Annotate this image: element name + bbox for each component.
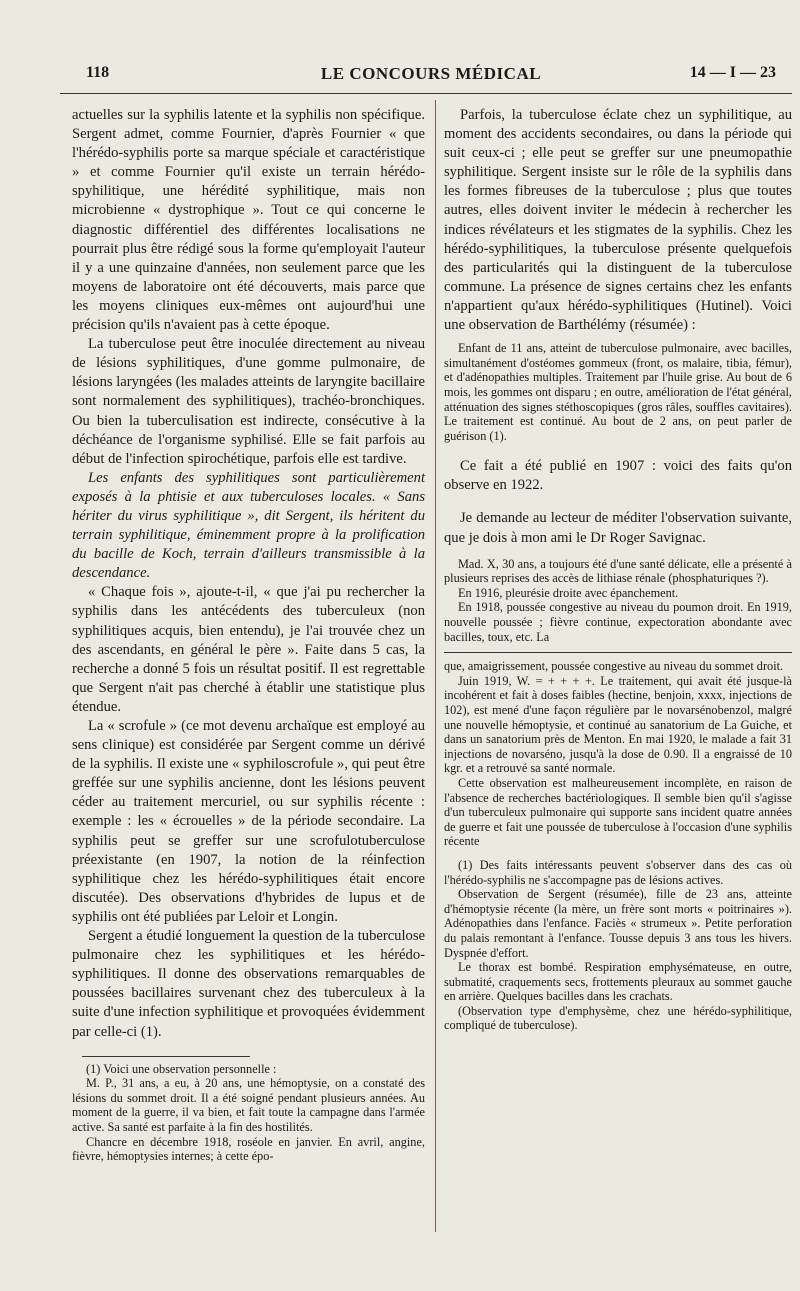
left-column [72,106,425,1164]
case-x-line: Mad. X, 30 ans, a toujours été d'une santé délicate, elle a présenté à plusieurs reprises des accès de lithiase rénale (phosphaturiques ?). [444,556,792,586]
case-x-continuation: Juin 1919, W. = + + + +. Le traitement, qui avait été jusque-là incohérent et fait à doses faibles (hectine, benjoin, xxxx, injections de 102), est mené d'une façon régulière par le novarsénobenzol, malgré une nouvelle hémoptysie, et continué au sanatorium de La Guiche, et dans un sanatorium près de Menton. En mai 1920, le malade a fait 31 injections de novarséno, jusqu'à la dose de 0.90. Il a engraissé de 10 kgr. et a retrouvé sa santé normale. [444,673,792,776]
section-rule [444,652,792,653]
paragraph: Je demande au lecteur de méditer l'observation suivante, que je dois à mon ami le Dr Roger Savignac. [444,510,792,546]
case-x-line: En 1916, pleurésie droite avec épanchement. [458,585,679,600]
column-divider [435,100,436,1232]
paragraph: Les enfants des syphilitiques sont particulièrement exposés à la phtisie et aux tuberculoses locales. « Sans hériter du virus syphilitique », dit Sergent, ils héritent du terrain syphilitique, éminemment propre à la prolification du bacille de Koch, terrain d'ailleurs transmissible à la descendance. [72,469,425,582]
paragraph: actuelles sur la syphilis latente et la syphilis non spécifique. Sergent admet, comme Fournier, d'après Fournier « que l'hérédo-syphilis porte sa marque spéciale et caractéristique » et comme Fournier qu'il existe un terrain hérédo-spyhilitique, une hérédité syphilitique, mais non microbienne « dystrophique ». Tout ce qui concerne le diagnostic différentiel des différentes localisations ne pourrait plus être rédigé sous la forme qu'employait l'auteur il y a une quinzaine d'années, non seulement parce que les moyens de laboratoire ont été découverts, mais parce que les moyens cliniques eux-mêmes ont aujourd'hui une précision qu'ils n'avaient pas à cette époque. [72,107,425,334]
paragraph: La « scrofule » (ce mot devenu archaïque est employé au sens clinique) est considérée par Sergent comme un dérivé de la syphilis. Il existe une « syphiloscrofule », qui peut être greffée sur une syphilis ancienne, dont les lésions peuvent céder au traitement mercuriel, ou sur syphilis récente : exemple : les « écrouelles » de la période secondaire. La syphilis peut se greffer sur une scrofulotuberculose préexistante (en 1907, la notion de la réinfection syphilitique chez les hérédo-syphilitiques était encore discutée). Des observations d'hybrides de lupus et de syphilis ont été publiées par Leloir et Longin. [72,718,425,925]
footnote-line: M. P., 31 ans, a eu, à 20 ans, une hémoptysie, on a constaté des lésions du sommet droit. Il a été soigné pendant plusieurs années. Au moment de la guerre, il va bien, et fait toute la campagne dans l'armée active. Sa santé est parfaite à la fin des hostilités. [72,1076,425,1134]
page-header [86,64,776,88]
issue-date: 14 — I — 23 [689,64,776,81]
case-barthelemy: Enfant de 11 ans, atteint de tuberculose pulmonaire, avec bacilles, simultanément d'ostéomes gommeux (front, os malaire, tibia, fémur), et d'adénopathies multiples. Traitement par l'huile grise. Au bout de 6 mois, les gommes ont disparu ; en outre, amélioration de l'état général, atténuation des signes stéthoscopiques (gros râles, souffles cavitaires). Le traitement est continué. Au bout de 2 ans, on peut parler de guérison (1). [444,341,792,443]
footnote-line: Chancre en décembre 1918, roséole en janvier. En avril, angine, fièvre, hémoptysies internes; à cette épo- [72,1134,425,1164]
footnote-line: (Observation type d'emphysème, chez une hérédo-syphilitique, compliqué de tuberculose). [444,1003,792,1033]
paragraph: « Chaque fois », ajoute-t-il, « que j'ai pu rechercher la syphilis dans les antécédents des tuberculeux (non syphilitiques acquis, bien entendu), je l'ai trouvée chez un des ascendants, en général le père ». Faite dans 5 cas, la recherche a donné 5 fois un résultat positif. Il est regrettable que Sergent n'ait pas cherché à établir une statistique plus étendue. [72,584,425,715]
case-x-continuation: Cette observation est malheureusement incomplète, en raison de l'absence de recherches bactériologiques. Il semble bien qu'il s'agisse d'un tuberculeux pulmonaire qui supporte sans incident quatre années de guerre et fait une poussée de tuberculose à l'occasion d'une syphilis récente [444,775,792,849]
right-column [444,106,792,1033]
footnote-line: (1) Des faits intéressants peuvent s'observer dans des cas où l'hérédo-syphilis ne s'accompagne pas de lésions actives. [444,857,792,887]
paragraph: La tuberculose peut être inoculée directement au niveau de lésions syphilitiques, d'une gomme pulmonaire, de lésions laryngées (les malades atteints de laryngite bacillaire sont normalement des syphilitiques), trachéo-bronchiques. Ou bien la tuberculisation est indirecte, consécutive à la déchéance de l'organisme syphilisé. Elle se fait parfois au début de l'infection spirochétique, parfois elle est tardive. [72,336,425,467]
footnote-line: (1) Voici une observation personnelle : [86,1061,277,1076]
case-x-line: En 1918, poussée congestive au niveau du poumon droit. En 1919, nouvelle poussée ; fièvre continue, expectoration abondante avec bacilles, toux, etc. La [444,600,792,644]
journal-title: LE CONCOURS MÉDICAL [320,64,542,83]
case-x-continuation: que, amaigrissement, poussée congestive au niveau du sommet droit. [444,659,784,674]
footnote-rule [82,1056,250,1057]
header-rule [60,93,792,94]
footnote-line: Observation de Sergent (résumée), fille de 23 ans, atteinte d'hémoptysie récente (la mère, un frère sont morts « poitrinaires »). Adénopathies dans l'enfance. Faciès « strumeux ». Petite perforation du palais remontant à l'enfance. Tousse depuis 3 ans tous les hivers. Dyspnée d'effort. [444,887,792,960]
paragraph: Parfois, la tuberculose éclate chez un syphilitique, au moment des accidents secondaires, ou dans la période qui suit ceux-ci ; elle peut se greffer sur une pneumopathie syphilitique. Sergent insiste sur le rôle de la syphilis dans les formes fibreuses de la tuberculose ; plus que toutes autres, elles doivent inviter le médecin à rechercher les indices révélateurs et les stigmates de la syphilis. Chez les hérédo-syphilitiques, la tuberculose présente quelquefois des particularités qui la distinguent de la tuberculose commune. La présence de signes certains chez les enfants n'appartient qu'aux hérédo-syphilitiques (Hutinel). Voici une observation de Barthélémy (résumée) : [444,107,792,334]
paragraph: Ce fait a été publié en 1907 : voici des faits qu'on observe en 1922. [444,458,792,494]
paragraph: Sergent a étudié longuement la question de la tuberculose pulmonaire chez les syphilitiques et les hérédo-syphilitiques. Il donne des observations remarquables de poussées bacillaires survenant chez des tuberculeux à la suite d'une infection syphilitique et provoquées évidemment par celle-ci (1). [72,928,425,1040]
footnote-line: Le thorax est bombé. Respiration emphysémateuse, en outre, submatité, craquements secs, frottements pleuraux au sommet gauche en arrière. Quelques bacilles dans les crachats. [444,960,792,1004]
page-number: 118 [86,64,110,81]
